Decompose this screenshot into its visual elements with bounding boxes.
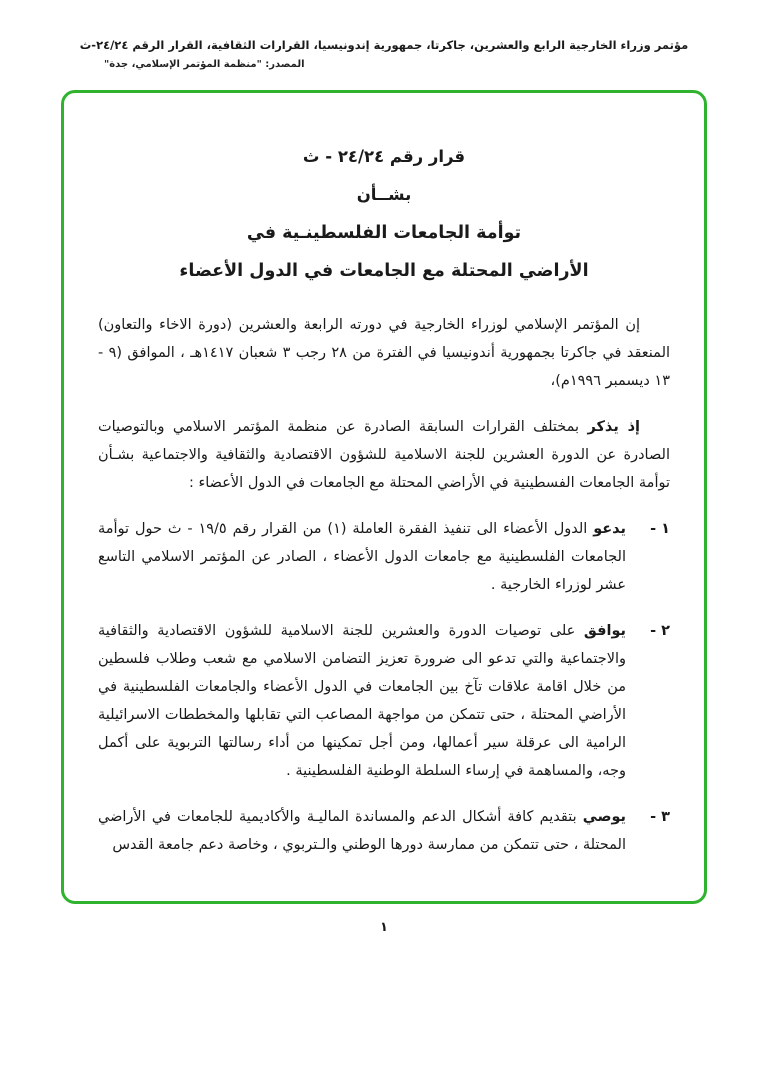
item-2-number: ٢ - [650,623,670,639]
resolution-subject-line2: الأراضي المحتلة مع الجامعات في الدول الأعضاء [179,261,589,281]
page-header [0,0,768,70]
page-number: ١ [380,920,388,935]
item-3-number: ٣ - [650,809,670,825]
item-1-body: الدول الأعضاء الى تنفيذ الفقرة العاملة (١) من القرار رقم ١٩/٥ - ث حول توأمة الجامعات الفلسطينية مع جامعات الدول الأعضاء ، الصادر عن المؤتمر الاسلامي التاسع عشر لوزراء الخارجية . [98,521,626,593]
item-1-lead-word: يدعو [593,521,627,537]
resolution-title-block [98,147,670,281]
resolution-item-2 [98,617,670,785]
resolution-item-1 [98,515,670,599]
item-2-text [98,617,626,785]
header-source-line: المصدر: "منظمة المؤتمر الإسلامي، جدة" [104,59,305,70]
resolution-item-3 [98,803,670,859]
item-2-body: على توصيات الدورة والعشرين للجنة الاسلامية للشؤون الاقتصادية والثقافية والاجتماعية والتي تدعو الى ضرورة تعزيز التضامن الاسلامي مع شعب وطلاب فلسطين من خلال اقامة علاقات تآخ بين الجامعات في الدول الأعضاء والجامعات الفلسطينية في الأراضي المحتلة ، حتى تتمكن من مواجهة المصاعب التي تقابلها والمخططات الاسرائيلية الرامية الى عرقلة سير أعمالها، ومن أجل تمكينها من أداء رسالتها التربوية على أكمل وجه، والمساهمة في إرساء السلطة الوطنية الفلسطينية . [98,623,626,779]
resolution-subject-line1: توأمة الجامعات الفلسطينـية في [246,223,522,243]
preamble-lead-word: إذ يذكر [587,419,640,435]
item-1-number: ١ - [650,521,670,537]
item-1-text [98,515,626,599]
item-3-lead-word: يوصي [582,809,626,825]
item-2-lead-word: يوافق [583,623,626,639]
document-border-frame [61,90,707,904]
resolution-regarding: بشــأن [356,185,412,204]
preamble-paragraph-2 [98,413,670,497]
item-3-text [98,803,626,859]
item-3-body: بتقديم كافة أشكال الدعم والمساندة الماليـة والأكاديمية للجامعات في الأراضي المحتلة ، حتى تتمكن من ممارسة دورها الوطني والـتربوي ، وخاصة دعم جامعة القدس [98,809,626,853]
resolution-number-title: قرار رقم ٢٤/٢٤ - ث [302,147,466,166]
preamble-paragraph-2-text: بمختلف القرارات السابقة الصادرة عن منظمة المؤتمر الاسلامي وبالتوصيات الصادرة عن الدورة العشرين للجنة الاسلامية للشؤون الاقتصادية والثقافية والاجتماعية بشـأن توأمة الجامعات الفسطينية في الأراضي المحتلة مع الجامعات في الدول الأعضاء : [98,419,670,491]
preamble-paragraph-1: إن المؤتمر الإسلامي لوزراء الخارجية في دورته الرابعة والعشرين (دورة الاخاء والتعاون) المنعقد في جاكرتا بجمهورية أندونيسيا في الفترة من ٢٨ رجب ٣ شعبان ١٤١٧هـ ، الموافق (٩ - ١٣ ديسمبر ١٩٩٦م)، [98,317,671,389]
header-conference-title: مؤتمر وزراء الخارجية الرابع والعشرين، جاكرتا، جمهورية إندونيسيا، القرارات الثقافية، القرار الرقم ٢٤/٢٤-ث [79,38,689,52]
